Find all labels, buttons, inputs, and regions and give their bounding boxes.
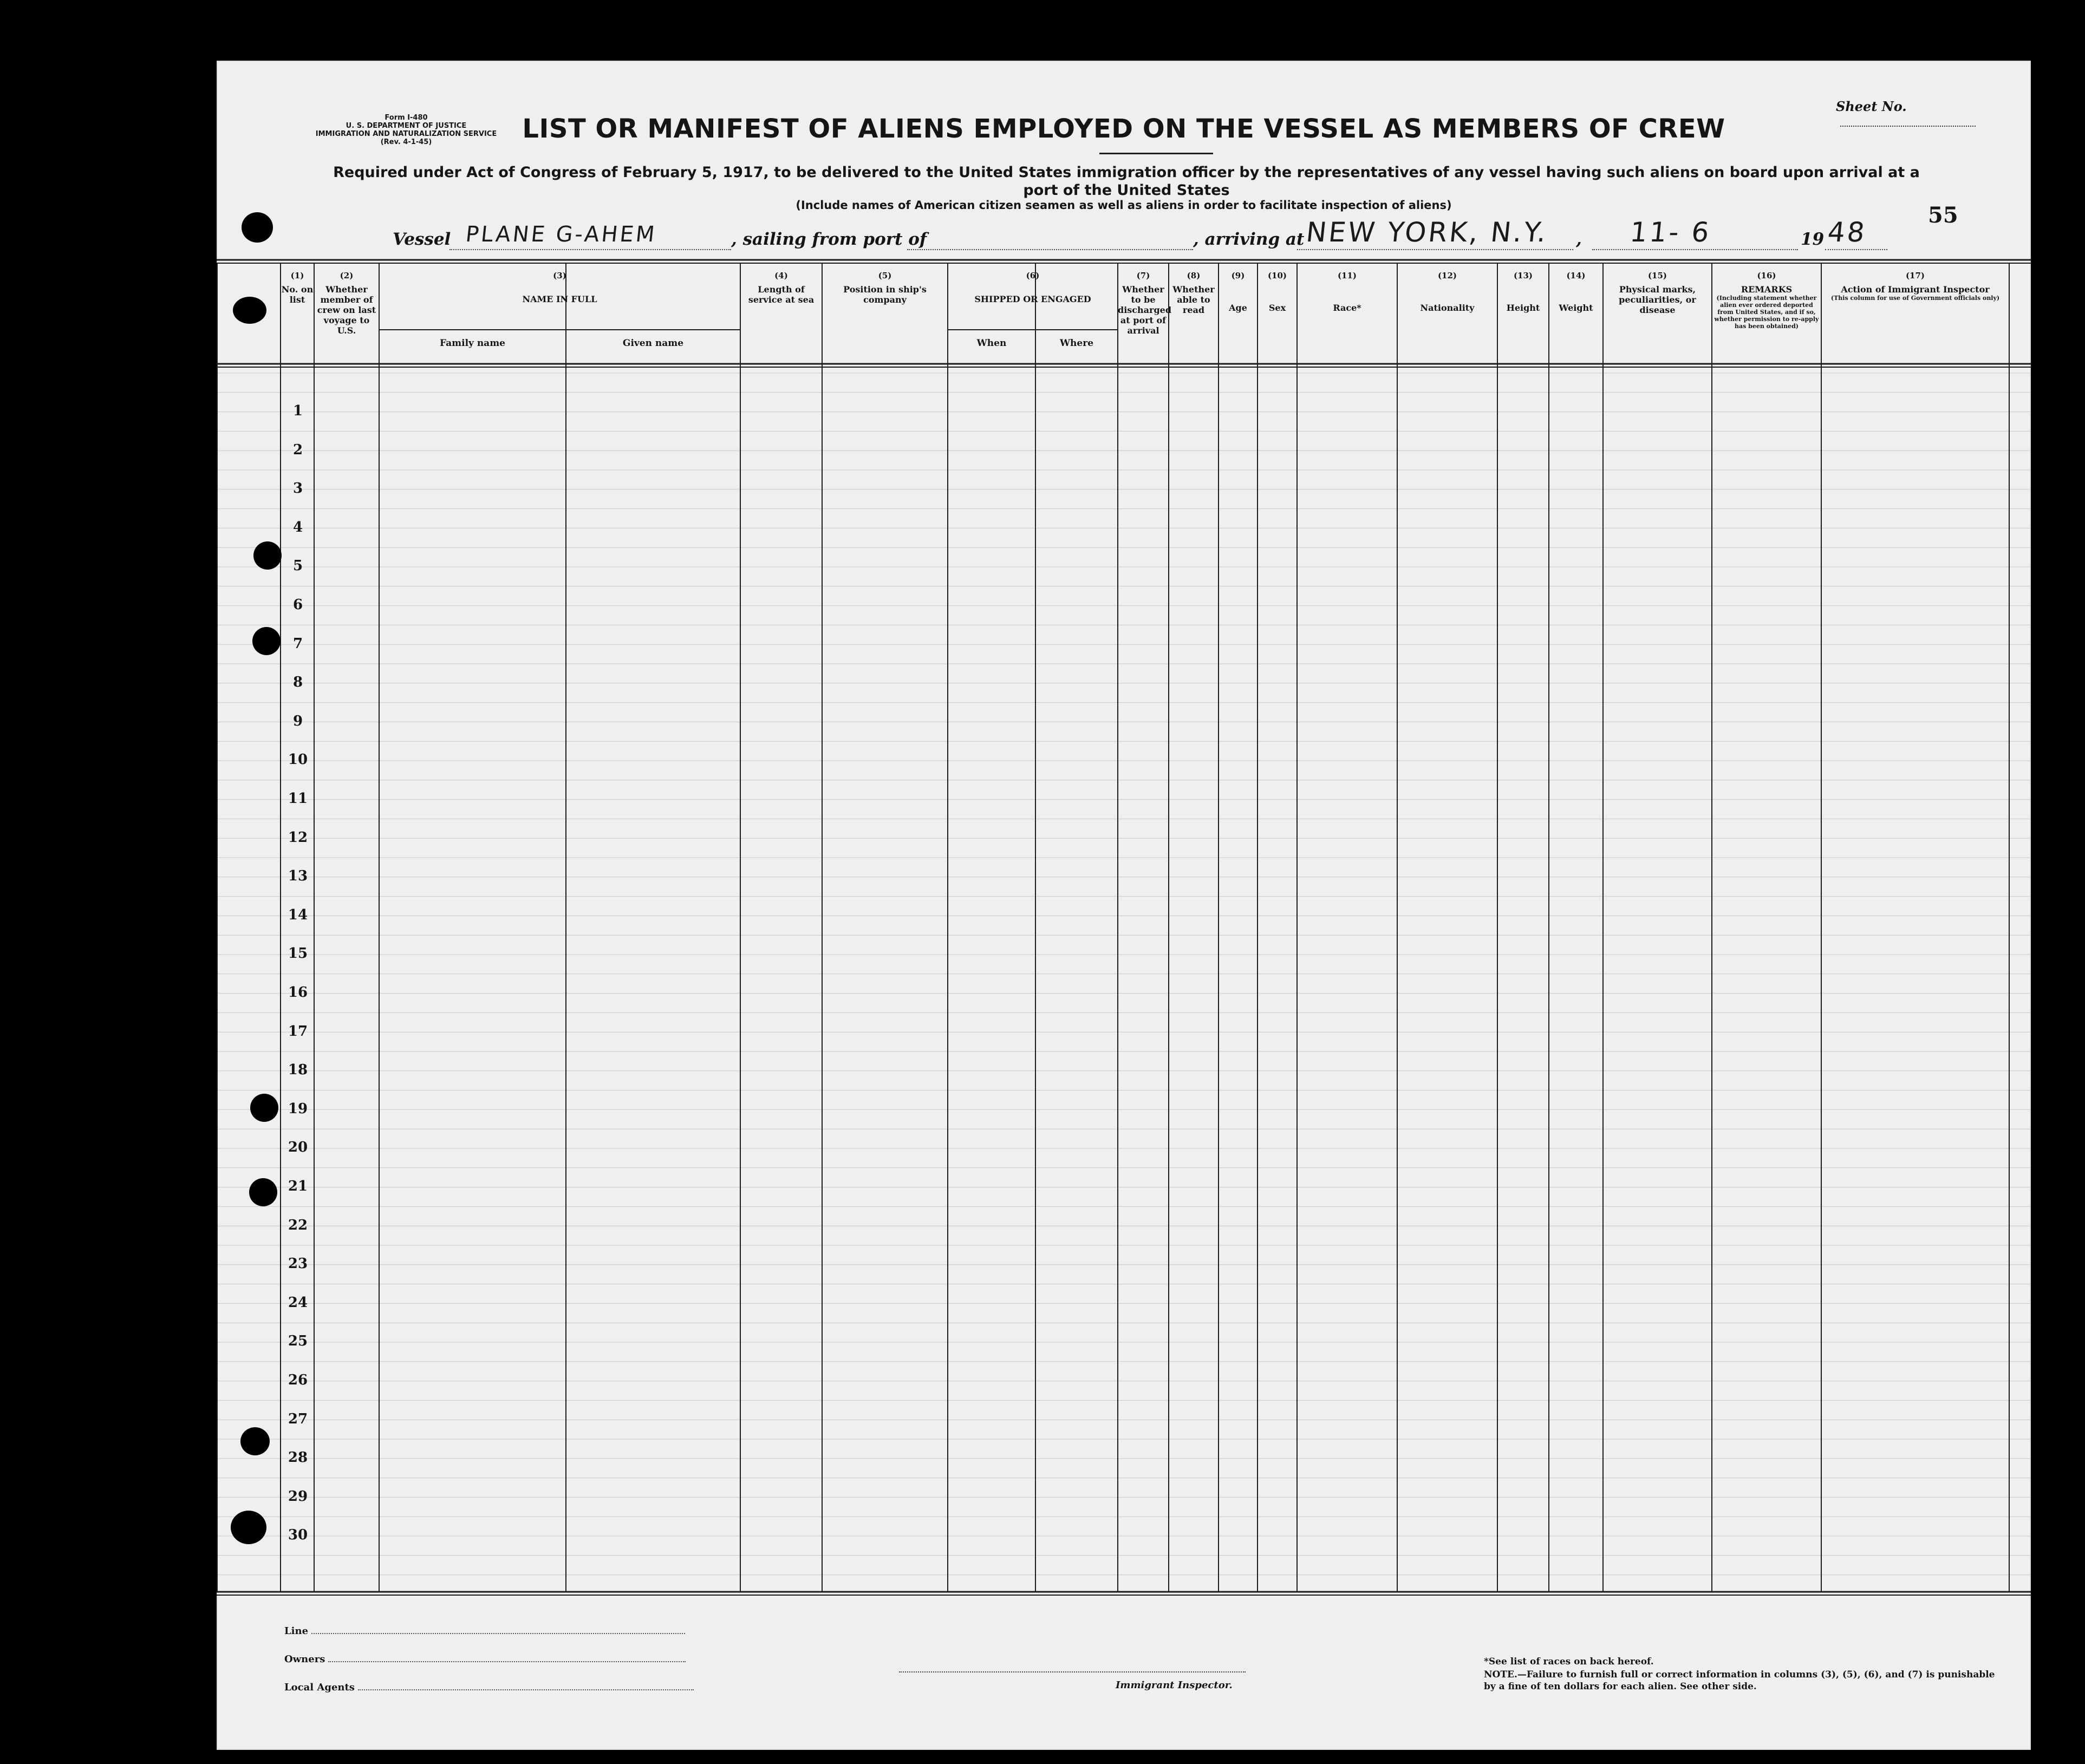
column-number: (10) xyxy=(1267,271,1287,280)
note-text: —Failure to furnish full or correct information in columns (3), (5), (6), and (7) is punishable by a fine of ten dollars for each alien. See other side. xyxy=(1484,1669,1995,1692)
row-number: 30 xyxy=(288,1527,308,1544)
local-agents-field xyxy=(284,1682,694,1693)
column-number: (11) xyxy=(1337,271,1357,280)
column-label: Sex xyxy=(1268,303,1286,313)
column-number: (2) xyxy=(340,271,354,280)
row-number: 20 xyxy=(288,1139,308,1156)
form-service: IMMIGRATION AND NATURALIZATION SERVICE xyxy=(315,130,497,138)
row-number: 27 xyxy=(288,1410,308,1427)
column-label: Action of Immigrant Inspector xyxy=(1841,284,1990,295)
row-number: 1 xyxy=(292,403,303,419)
column-label: Whether member of crew on last voyage to U.S. xyxy=(317,284,376,336)
year-handwritten: 48 xyxy=(1826,217,1868,248)
column-header-2 xyxy=(314,271,379,336)
row-number: 19 xyxy=(288,1100,308,1117)
inspector-label: Immigrant Inspector. xyxy=(1116,1680,1233,1691)
subheader-when: When xyxy=(976,338,1007,349)
column-number: (3) xyxy=(553,271,566,280)
column-header-13 xyxy=(1497,271,1549,313)
row-number: 15 xyxy=(288,945,308,962)
owners-blank xyxy=(328,1661,686,1662)
punch-hole xyxy=(250,1094,278,1122)
arriving-port-handwritten: NEW YORK, N.Y. xyxy=(1304,217,1550,248)
form-department: U. S. DEPARTMENT OF JUSTICE xyxy=(346,122,467,130)
column-number: (9) xyxy=(1231,271,1245,280)
column-number: (15) xyxy=(1647,271,1667,280)
row-number: 25 xyxy=(288,1333,308,1350)
form-revision: (Rev. 4-1-45) xyxy=(380,138,432,146)
row-number: 4 xyxy=(292,519,303,535)
column-label: Race* xyxy=(1333,303,1361,313)
column-label: NAME IN FULL xyxy=(522,294,597,304)
column-header-12 xyxy=(1397,271,1497,313)
required-statement: Required under Act of Congress of February 5, 1917, to be delivered to the United States immigration officer by the representatives of any vessel having such aliens on board upon arrival at a port of the United States xyxy=(333,164,1920,199)
line-label: Line xyxy=(284,1625,309,1637)
row-number: 18 xyxy=(288,1062,308,1079)
punch-hole xyxy=(240,1427,270,1455)
column-note: (This column for use of Government officials only) xyxy=(1830,295,2000,302)
column-header-5 xyxy=(822,271,948,305)
punch-hole xyxy=(253,541,282,570)
form-number: Form I-480 xyxy=(385,114,428,122)
column-number: (16) xyxy=(1757,271,1776,280)
manifest-sheet xyxy=(217,61,2031,1750)
subheader-given-name: Given name xyxy=(622,338,684,349)
column-label: Physical marks, peculiarities, or disease xyxy=(1619,284,1696,315)
row-number: 28 xyxy=(288,1449,308,1466)
column-number: (8) xyxy=(1187,271,1201,280)
row-number: 26 xyxy=(288,1372,308,1388)
date-comma: , xyxy=(1576,230,1582,249)
column-label: SHIPPED OR ENGAGED xyxy=(974,294,1091,304)
column-label: Nationality xyxy=(1420,303,1475,313)
row-number: 5 xyxy=(292,558,303,574)
vessel-name-handwritten: PLANE G-AHEM xyxy=(464,222,658,247)
line-blank xyxy=(311,1633,685,1634)
sheet-number-label: Sheet No. xyxy=(1836,99,1907,114)
row-number: 17 xyxy=(288,1023,308,1040)
row-number: 12 xyxy=(288,829,308,846)
column-number: (14) xyxy=(1566,271,1586,280)
local-agents-blank xyxy=(358,1689,694,1690)
punch-hole xyxy=(252,627,281,655)
column-note: (Including statement whether alien ever ordered deported from United States, and if so, whether permission to re-apply has been obtained) xyxy=(1714,295,1819,330)
column-number: (13) xyxy=(1513,271,1533,280)
row-number: 21 xyxy=(288,1178,308,1194)
punch-hole xyxy=(231,1511,266,1544)
row-number: 24 xyxy=(288,1294,308,1311)
note-label: NOTE. xyxy=(1484,1669,1517,1680)
column-header-15 xyxy=(1603,271,1712,315)
column-header-4 xyxy=(740,271,822,305)
punch-hole xyxy=(249,1178,277,1206)
column-header-14 xyxy=(1549,271,1603,313)
penalty-note xyxy=(1484,1669,1998,1693)
row-number: 11 xyxy=(288,790,308,807)
owners-field xyxy=(284,1654,686,1665)
punch-hole xyxy=(242,212,273,243)
row-number: 7 xyxy=(292,635,303,652)
column-number: (4) xyxy=(774,271,788,280)
column-number: (7) xyxy=(1136,271,1150,280)
row-number: 9 xyxy=(292,713,303,729)
sailing-label: , sailing from port of xyxy=(731,230,927,249)
column-number: (17) xyxy=(1905,271,1925,280)
column-header-11 xyxy=(1297,271,1397,313)
row-number: 2 xyxy=(292,441,303,458)
column-label: Age xyxy=(1229,303,1247,313)
column-number: (12) xyxy=(1437,271,1457,280)
punch-hole xyxy=(233,297,266,324)
arriving-label: , arriving at xyxy=(1193,230,1305,249)
row-number: 22 xyxy=(288,1217,308,1233)
row-number: 8 xyxy=(292,674,303,691)
line-field xyxy=(284,1625,685,1637)
column-label: Weight xyxy=(1559,303,1593,313)
subheader-family-name: Family name xyxy=(439,338,506,349)
column-label: Position in ship's company xyxy=(843,284,927,305)
year-prefix: 19 xyxy=(1801,230,1825,249)
row-number: 16 xyxy=(288,984,308,1001)
column-header-16 xyxy=(1712,271,1821,330)
row-number: 29 xyxy=(288,1488,308,1505)
inspector-signature-blank xyxy=(899,1671,1246,1672)
column-header-1 xyxy=(281,271,314,305)
column-label: No. on list xyxy=(281,284,314,305)
column-header-3 xyxy=(379,271,740,304)
column-label: REMARKS xyxy=(1741,284,1793,295)
column-header-6 xyxy=(948,271,1118,304)
column-number: (5) xyxy=(878,271,892,280)
column-number: (1) xyxy=(290,271,304,280)
column-header-17 xyxy=(1821,271,2009,302)
column-header-7 xyxy=(1118,271,1169,336)
column-header-9 xyxy=(1219,271,1257,313)
column-number: (6) xyxy=(1026,271,1040,280)
column-header-8 xyxy=(1169,271,1219,315)
row-number: 6 xyxy=(292,597,303,613)
races-note: *See list of races on back hereof. xyxy=(1484,1656,1654,1667)
column-label: Length of service at sea xyxy=(748,284,815,305)
row-number: 23 xyxy=(288,1256,308,1272)
row-number: 14 xyxy=(288,906,308,923)
include-statement: (Include names of American citizen seamen as well as aliens in order to facilitate inspection of aliens) xyxy=(796,199,1452,212)
page-title: LIST OR MANIFEST OF ALIENS EMPLOYED ON THE VESSEL AS MEMBERS OF CREW xyxy=(522,114,1725,144)
column-label: Whether able to read xyxy=(1172,284,1215,315)
row-number: 10 xyxy=(288,752,308,768)
date-handwritten: 11- 6 xyxy=(1628,217,1713,248)
vessel-label: Vessel xyxy=(393,230,451,249)
owners-label: Owners xyxy=(284,1654,325,1665)
column-label: Whether to be discharged at port of arrival xyxy=(1118,284,1171,336)
local-agents-label: Local Agents xyxy=(284,1682,355,1693)
subheader-where: Where xyxy=(1059,338,1094,349)
row-number: 3 xyxy=(292,480,303,497)
page-number: 55 xyxy=(1928,202,1958,228)
column-label: Height xyxy=(1506,303,1540,313)
column-header-10 xyxy=(1257,271,1297,313)
row-number: 13 xyxy=(288,868,308,885)
